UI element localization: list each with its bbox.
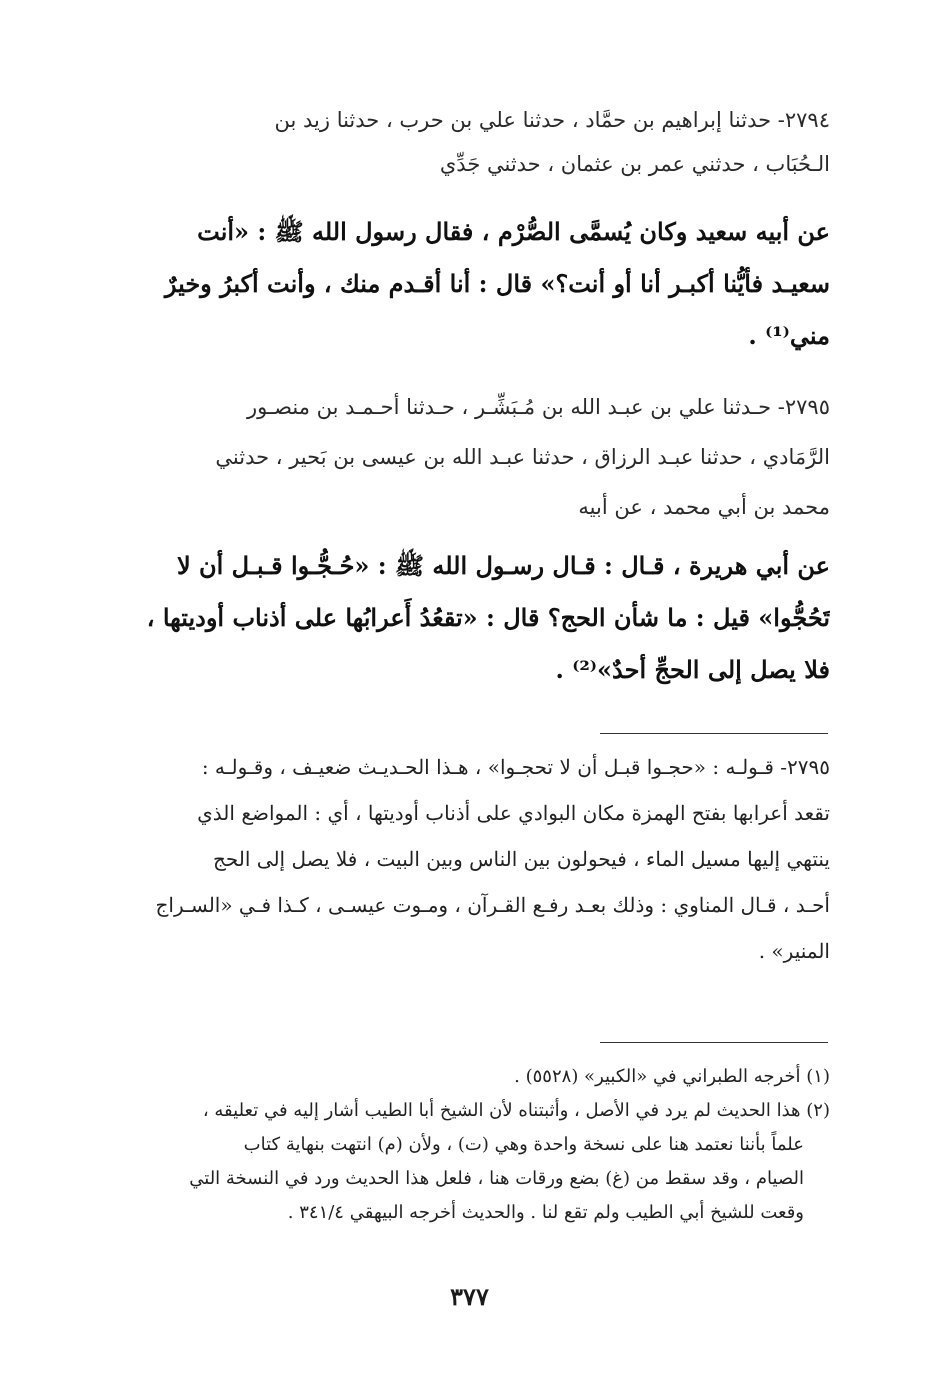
isnad-line: ٢٧٩٤- حدثنا إبراهيم بن حمَّاد ، حدثنا علي بن حرب ، حدثنا زيد بن	[274, 108, 830, 132]
footnote-2-line: وقعت للشيخ أبي الطيب ولم تقع لنا . والحديث أخرجه البيهقي ٣٤١/٤ .	[287, 1202, 804, 1223]
commentary	[110, 744, 830, 974]
footnote-2-line: الصيام ، وقد سقط من (غ) بضع ورقات هنا ، فلعل هذا الحديث ورد في النسخة التي	[189, 1168, 804, 1189]
footnote-separator	[600, 1042, 828, 1043]
matn-line: مني⁽¹⁾ .	[748, 321, 830, 350]
isnad-line: محمد بن أبي محمد ، عن أبيه	[578, 495, 830, 519]
matn-line: عن أبي هريرة ، قـال : قـال رسـول الله ﷺ : «حُـجُّـوا قـبـل أن لا	[176, 551, 830, 580]
isnad-line: الرَّمَادي ، حدثنا عبـد الرزاق ، حدثنا عبـد الله بن عيسى بن بَحير ، حدثني	[215, 445, 830, 469]
footnotes	[110, 1060, 830, 1230]
commentary-separator	[600, 733, 828, 734]
matn-line: فلا يصل إلى الحجِّ أحدٌ»⁽²⁾ .	[555, 655, 830, 684]
hadith-2795-isnad	[110, 382, 830, 532]
page-number: ٣٧٧	[450, 1282, 489, 1311]
commentary-line: المنير» .	[758, 939, 830, 963]
hadith-2794-matn	[110, 206, 830, 362]
footnote-2-line: علماً بأننا نعتمد هنا على نسخة واحدة وهي (ت) ، ولأن (م) انتهت بنهاية كتاب	[243, 1134, 804, 1155]
footnote-1: (١) أخرجه الطبراني في «الكبير» (٥٥٢٨) .	[514, 1066, 830, 1087]
commentary-line: تقعد أعرابها بفتح الهمزة مكان البوادي على أذناب أوديتها ، أي : المواضع الذي	[197, 801, 830, 825]
matn-line: عن أبيه سعيد وكان يُسمَّى الصُّرْم ، فقال رسول الله ﷺ : «أنت	[197, 217, 830, 246]
hadith-2794-isnad	[110, 98, 830, 186]
isnad-line: الـحُبَاب ، حدثني عمر بن عثمان ، حدثني جَدِّي	[439, 152, 830, 176]
matn-line: تَحُجُّوا» قيل : ما شأن الحج؟ قال : «تقعُدُ أَعرابُها على أذناب أوديتها ،	[146, 603, 830, 632]
hadith-2795-matn	[110, 540, 830, 696]
footnote-2-line: (٢) هذا الحديث لم يرد في الأصل ، وأثبتناه لأن الشيخ أبا الطيب أشار إليه في تعليقه ،	[202, 1100, 830, 1121]
commentary-line: ينتهي إليها مسيل الماء ، فيحولون بين الناس وبين البيت ، فلا يصل إلى الحج	[212, 847, 830, 871]
matn-line: سعيـد فأيُّنا أكبـر أنا أو أنت؟» قال : أنا أقـدم منك ، وأنت أكبرُ وخيرٌ	[164, 269, 830, 298]
isnad-line: ٢٧٩٥- حـدثنا علي بن عبـد الله بن مُـبَشِّـر ، حـدثنا أحـمـد بن منصـور	[247, 395, 830, 419]
commentary-line: أحـد ، قـال المناوي : وذلك بعـد رفـع القـرآن ، ومـوت عيسـى ، كـذا فـي «السـراج	[155, 893, 830, 917]
commentary-line: ٢٧٩٥- قـولـه : «حجـوا قبـل أن لا تحجـوا» ، هـذا الحـديـث ضعيـف ، وقـولـه :	[201, 755, 830, 779]
